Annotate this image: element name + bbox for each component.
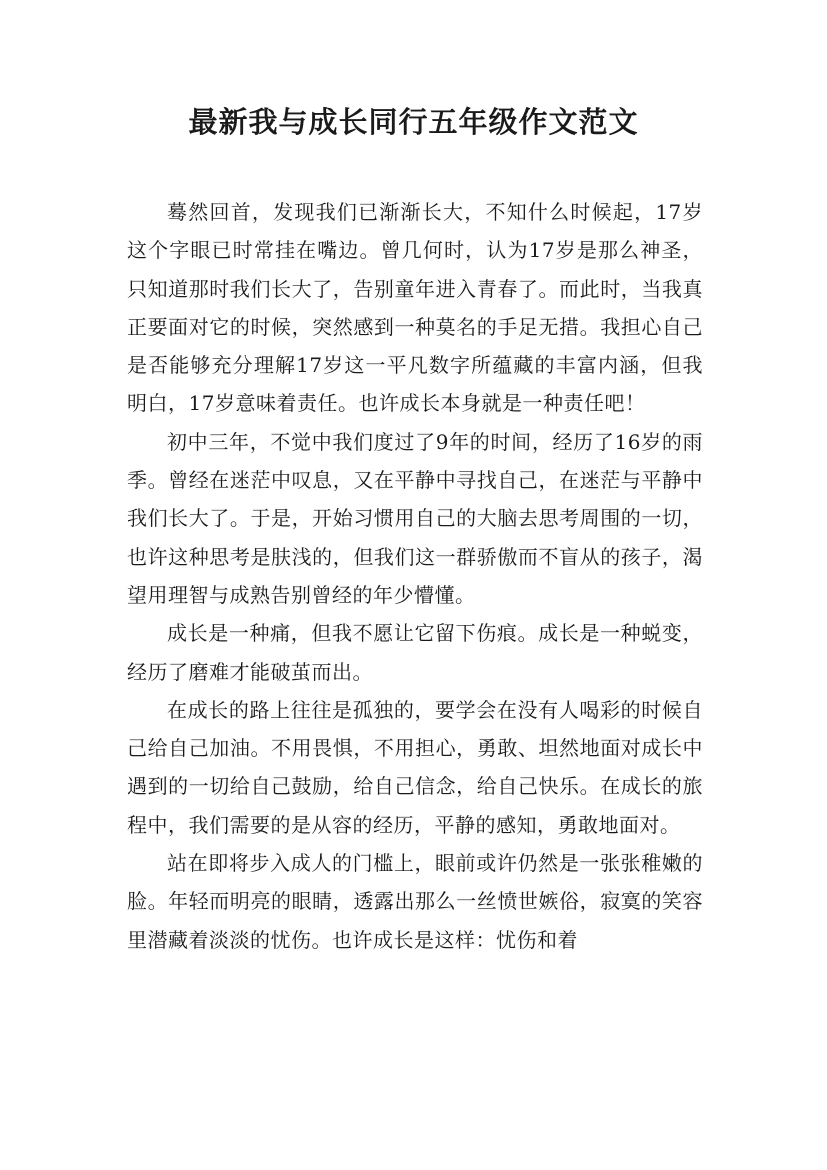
paragraph-5: 站在即将步入成人的门槛上，眼前或许仍然是一张张稚嫩的脸。年轻而明亮的眼睛，透露出那么一丝愤世嫉俗，寂寞的笑容里潜藏着淡淡的忧伤。也许成长是这样：忧伤和着 [127, 851, 703, 952]
paragraph-4: 在成长的路上往往是孤独的，要学会在没有人喝彩的时候自己给自己加油。不用畏惧，不用担心，勇敢、坦然地面对成长中遇到的一切给自己鼓励，给自己信念，给自己快乐。在成长的旅程中，我们需要的是从容的经历，平静的感知，勇敢地面对。 [127, 697, 703, 837]
paragraph-2: 初中三年，不觉中我们度过了9年的时间，经历了16岁的雨季。曾经在迷茫中叹息，又在平静中寻找自己，在迷茫与平静中我们长大了。于是，开始习惯用自己的大脑去思考周围的一切，也许这种思考是肤浅的，但我们这一群骄傲而不盲从的孩子，渴望用理智与成熟告别曾经的年少懵懂。 [127, 429, 703, 607]
document-title: 最新我与成长同行五年级作文范文 [188, 105, 639, 139]
document-body [127, 193, 703, 959]
paragraph-3: 成长是一种痛，但我不愿让它留下伤痕。成长是一种蜕变，经历了磨难才能破茧而出。 [127, 621, 703, 684]
paragraph-1: 蓦然回首，发现我们已渐渐长大，不知什么时候起，17岁这个字眼已时常挂在嘴边。曾几何时，认为17岁是那么神圣，只知道那时我们长大了，告别童年进入青春了。而此时，当我真正要面对它的时候，突然感到一种莫名的手足无措。我担心自己是否能够充分理解17岁这一平凡数字所蕴藏的丰富内涵，但我明白，17岁意味着责任。也许成长本身就是一种责任吧！ [127, 200, 703, 416]
